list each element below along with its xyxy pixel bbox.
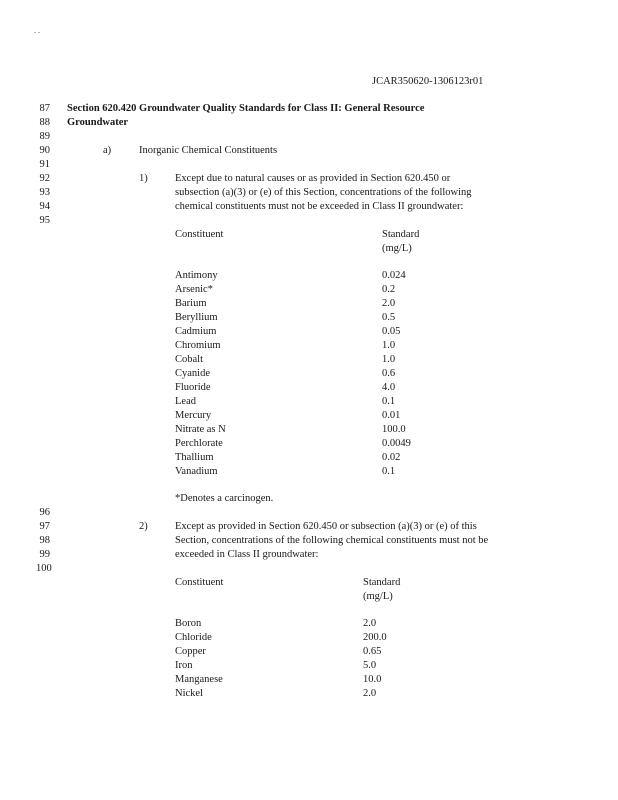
para2-text-line: Except as provided in Section 620.450 or subsection (a)(3) or (e) of this (175, 521, 477, 532)
standard-value: 1.0 (382, 340, 396, 351)
standard-value: 0.6 (382, 368, 396, 379)
subsection-a-label: a) (103, 145, 112, 156)
constituent-name: Cyanide (175, 368, 210, 379)
para2-label: 2) (139, 521, 148, 532)
standard-value: 200.0 (363, 632, 387, 643)
constituent-name: Perchlorate (175, 438, 223, 449)
constituent-name: Nickel (175, 688, 203, 699)
line-number: 98 (39, 535, 50, 546)
line-number: 93 (39, 187, 50, 198)
table-row (0, 395, 618, 409)
constituent-name: Chromium (175, 340, 221, 351)
line-number: 88 (39, 117, 50, 128)
table2-header-constituent: Constituent (175, 577, 224, 588)
line-number: 99 (39, 549, 50, 560)
para2-text-line: Section, concentrations of the following chemical constituents must not be (175, 535, 489, 546)
standard-value: 2.0 (363, 688, 377, 699)
table-row (0, 409, 618, 423)
subsection-a-title: Inorganic Chemical Constituents (139, 145, 278, 156)
standard-value: 10.0 (363, 674, 382, 685)
table-row (0, 325, 618, 339)
table-row (0, 423, 618, 437)
constituent-name: Fluoride (175, 382, 211, 393)
table-row (0, 631, 618, 645)
standard-value: 0.1 (382, 466, 396, 477)
constituent-name: Nitrate as N (175, 424, 226, 435)
line-number: 95 (39, 215, 50, 226)
standard-value: 0.1 (382, 396, 396, 407)
para1-label: 1) (139, 173, 148, 184)
standard-value: 0.05 (382, 326, 401, 337)
line-number: 100 (36, 563, 52, 574)
carcinogen-footnote: *Denotes a carcinogen. (175, 493, 274, 504)
table-row (0, 659, 618, 673)
line-number: 91 (39, 159, 50, 170)
constituent-name: Beryllium (175, 312, 218, 323)
para1-text-line: Except due to natural causes or as provided in Section 620.450 or (175, 173, 451, 184)
constituent-name: Boron (175, 618, 202, 629)
corner-marks: . . (34, 26, 40, 35)
table2-header-standard: Standard (363, 577, 401, 588)
standard-value: 0.024 (382, 270, 406, 281)
table-row (0, 367, 618, 381)
constituent-name: Cobalt (175, 354, 203, 365)
line-number: 89 (39, 131, 50, 142)
table1-header-standard: Standard (382, 229, 420, 240)
standard-value: 2.0 (363, 618, 377, 629)
standard-value: 0.2 (382, 284, 396, 295)
standard-value: 4.0 (382, 382, 396, 393)
section-title-line2: Groundwater (67, 117, 129, 128)
para1-text-line: subsection (a)(3) or (e) of this Section, concentrations of the following (175, 187, 472, 198)
line-number: 96 (39, 507, 50, 518)
constituent-name: Vanadium (175, 466, 218, 477)
table-row (0, 311, 618, 325)
constituent-name: Copper (175, 646, 206, 657)
table-row (0, 353, 618, 367)
table-row (0, 269, 618, 283)
line-number: 90 (39, 145, 50, 156)
constituent-name: Chloride (175, 632, 212, 643)
line-number: 94 (39, 201, 50, 212)
table-row (0, 451, 618, 465)
line-number: 87 (39, 103, 50, 114)
constituent-name: Lead (175, 396, 196, 407)
table-row (0, 339, 618, 353)
table-row (0, 687, 618, 701)
table-row (0, 617, 618, 631)
standard-value: 5.0 (363, 660, 377, 671)
standard-value: 0.01 (382, 410, 401, 421)
line-number: 92 (39, 173, 50, 184)
table-row (0, 645, 618, 659)
constituent-name: Arsenic* (175, 284, 213, 295)
table1-header-units: (mg/L) (382, 243, 412, 254)
constituent-name: Mercury (175, 410, 212, 421)
line-number: 97 (39, 521, 50, 532)
table-row (0, 673, 618, 687)
standard-value: 1.0 (382, 354, 396, 365)
constituent-name: Iron (175, 660, 193, 671)
standard-value: 2.0 (382, 298, 396, 309)
constituent-name: Antimony (175, 270, 218, 281)
standard-value: 0.5 (382, 312, 396, 323)
table-row (0, 465, 618, 479)
standard-value: 0.02 (382, 452, 401, 463)
constituent-name: Barium (175, 298, 207, 309)
table-row (0, 283, 618, 297)
constituent-name: Manganese (175, 674, 223, 685)
para1-text-line: chemical constituents must not be exceeded in Class II groundwater: (175, 201, 464, 212)
para2-text-line: exceeded in Class II groundwater: (175, 549, 319, 560)
standard-value: 0.0049 (382, 438, 411, 449)
table1-header-constituent: Constituent (175, 229, 224, 240)
table2-header-units: (mg/L) (363, 591, 393, 602)
standard-value: 100.0 (382, 424, 406, 435)
constituent-name: Cadmium (175, 326, 217, 337)
constituent-name: Thallium (175, 452, 214, 463)
standard-value: 0.65 (363, 646, 382, 657)
table-row (0, 297, 618, 311)
document-code: JCAR350620-1306123r01 (372, 76, 484, 87)
table-row (0, 381, 618, 395)
table-row (0, 437, 618, 451)
section-title-line1: Section 620.420 Groundwater Quality Standards for Class II: General Resource (67, 103, 425, 114)
